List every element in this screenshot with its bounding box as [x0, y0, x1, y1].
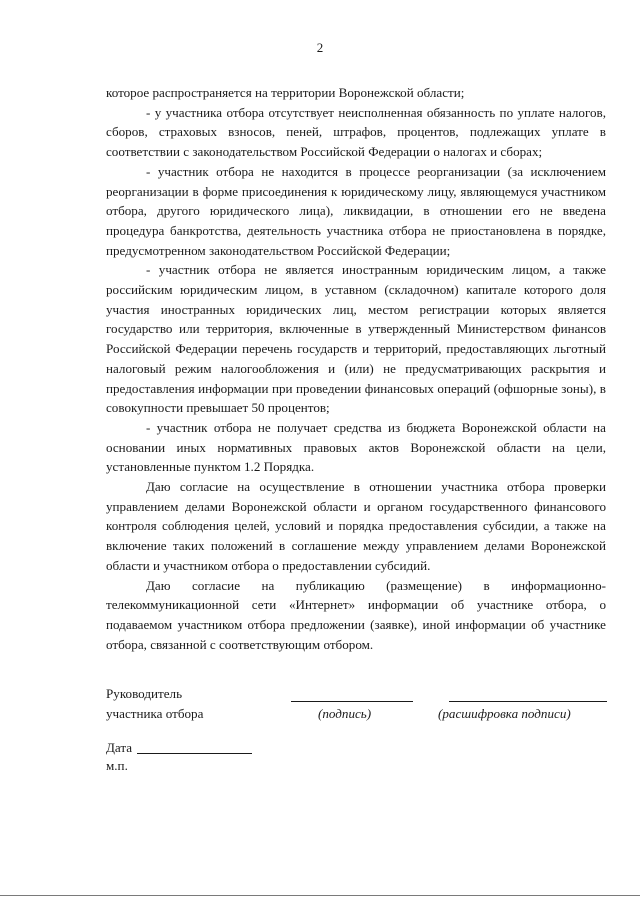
paragraph-consent-publication: Даю согласие на публикацию (размещение) в информационно-телекоммуникационной сети «Интернет» информации об участнике отбора, о подаваемом участником отбора предложении (заявке), иной информации об участнике отбора, связанной с соответствующим отбором. — [106, 577, 606, 652]
paragraph-not-foreign-entity: - участник отбора не является иностранным юридическим лицом, а также российским юридическим лицом, в уставном (складочном) капитале которого доля участия иностранных юридических лиц, местом регистрации которых является государство или территория, включенные в утвержденный Министерством финансов Российской Федерации перечень государств и территорий, предоставляющих льготный налоговый режим налогообложения и (или) не предусматривающих раскрытия и предоставления информации при проведении финансовых операций (офшорные зоны), в совокупности превышает 50 процентов; — [106, 262, 606, 416]
paragraph-continuation: которое распространяется на территории Воронежской области; — [106, 85, 465, 100]
stamp-label: м.п. — [106, 758, 128, 773]
signature-label-head: Руководитель — [106, 686, 183, 701]
signature-name-line — [449, 701, 607, 702]
paragraph-no-budget-funds: - участник отбора не получает средства из бюджета Воронежской области на основании иных нормативных правовых актов Воронежской области на цели, установленные пунктом 1.2 Порядка. — [106, 419, 606, 475]
date-label: Дата — [106, 740, 133, 755]
paragraph-consent-inspection: Даю согласие на осуществление в отношении участника отбора проверки управлением делами Воронежской области и органом государственного финансового контроля соблюдения целей, условий и порядка предоставления субсидии, а также на включение таких положений в соглашение между управлением делами Воронежской области и участником отбора о предоставлении субсидий. — [106, 479, 606, 573]
signature-label-participant: участника отбора — [106, 706, 204, 721]
page-number: 2 — [316, 40, 324, 55]
signature-line — [291, 701, 413, 702]
date-block — [106, 740, 306, 780]
paragraph-no-reorganization: - участник отбора не находится в процессе реорганизации (за исключением реорганизации в форме присоединения к юридическому лицу, являющемуся участником отбора, другого юридического лица), ликвидации, в отношении его не введена процедура банкротства, деятельность участника отбора не приостановлена в порядке, предусмотренном законодательством Российской Федерации; — [106, 163, 606, 258]
page-bottom-edge — [0, 895, 640, 896]
document-body — [106, 83, 606, 654]
date-line — [137, 753, 252, 754]
paragraph-no-tax-debt: - у участника отбора отсутствует неисполненная обязанность по уплате налогов, сборов, страховых взносов, пеней, штрафов, процентов, подлежащих уплате в соответствии с законодательством Российской Федерации о налогах и сборах; — [106, 104, 606, 160]
signature-block — [106, 686, 616, 736]
signature-caption: (подпись) — [318, 706, 372, 721]
signature-name-caption: (расшифровка подписи) — [438, 706, 571, 721]
